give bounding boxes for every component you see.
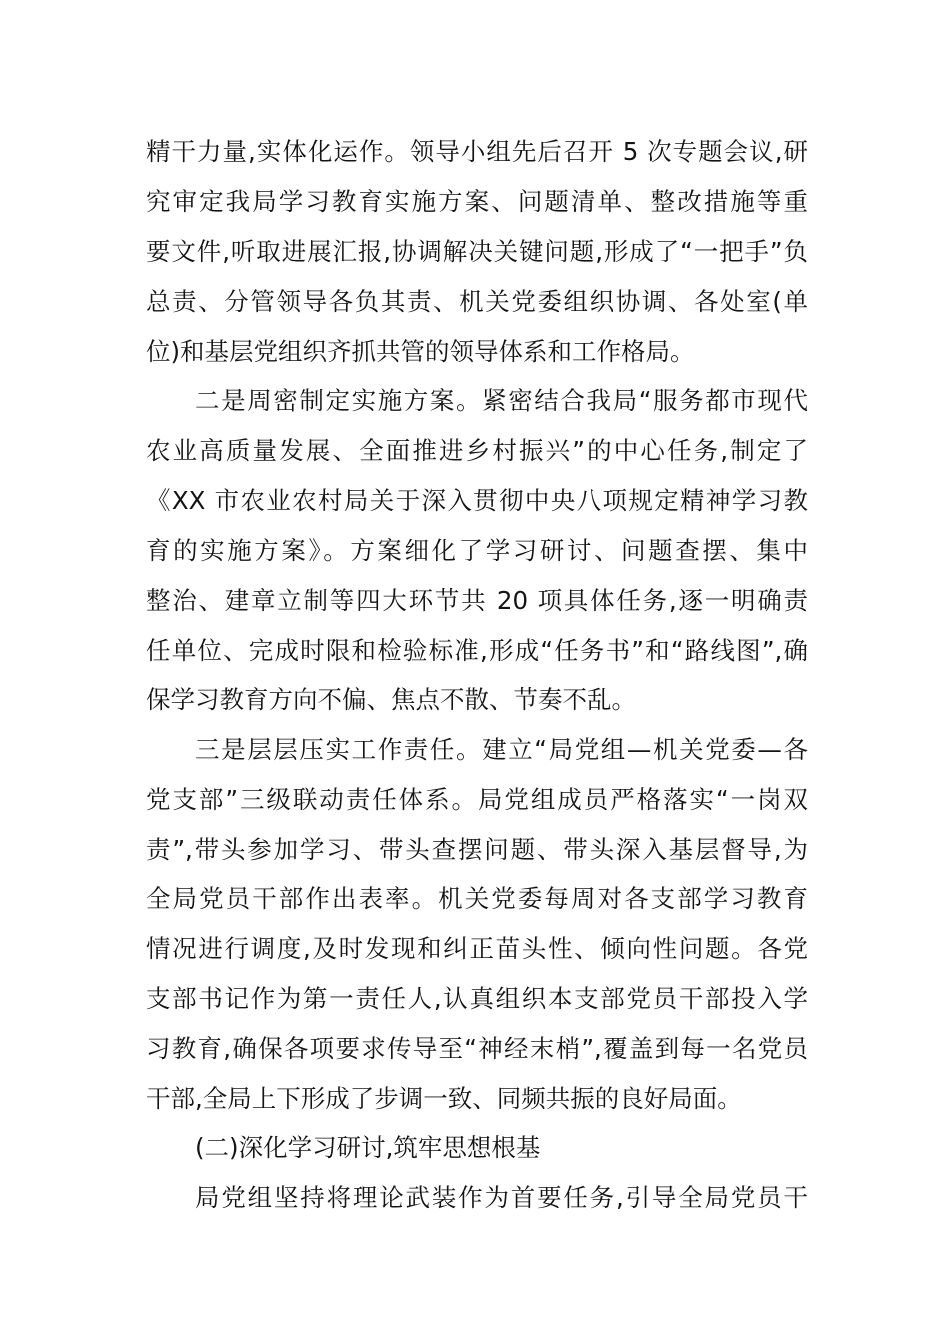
text-line: 责”,带头参加学习、带头查摆问题、带头深入基层督导,为 [146, 835, 808, 864]
paragraph-first-line: 二是周密制定实施方案。紧密结合我局“服务都市现代 [195, 386, 808, 415]
text-line: 《XX 市农业农村局关于深入贯彻中央八项规定精神学习教 [146, 486, 808, 515]
text-line: 位)和基层党组织齐抓共管的领导体系和工作格局。 [146, 337, 695, 366]
text-line: 支部书记作为第一责任人,认真组织本支部党员干部投入学 [146, 984, 808, 1013]
text-line: 保学习教育方向不偏、焦点不散、节奏不乱。 [146, 685, 636, 714]
text-line: 精干力量,实体化运作。领导小组先后召开 5 次专题会议,研 [146, 137, 808, 166]
text-line: 党支部”三级联动责任体系。局党组成员严格落实“一岗双 [146, 785, 808, 814]
text-line: 究审定我局学习教育实施方案、问题清单、整改措施等重 [146, 187, 808, 216]
text-line: 任单位、完成时限和检验标准,形成“任务书”和“路线图”,确 [146, 636, 808, 665]
text-line: 情况进行调度,及时发现和纠正苗头性、倾向性问题。各党 [146, 934, 808, 963]
text-line: 习教育,确保各项要求传导至“神经末梢”,覆盖到每一名党员 [146, 1034, 808, 1063]
text-line: 全局党员干部作出表率。机关党委每周对各支部学习教育 [146, 884, 808, 913]
text-line: 农业高质量发展、全面推进乡村振兴”的中心任务,制定了 [146, 436, 808, 465]
text-line: 育的实施方案》。方案细化了学习研讨、问题查摆、集中 [146, 536, 808, 565]
text-line: 整治、建章立制等四大环节共 20 项具体任务,逐一明确责 [146, 586, 808, 615]
section-heading: (二)深化学习研讨,筑牢思想根基 [195, 1133, 541, 1162]
paragraph-first-line: 三是层层压实工作责任。建立“局党组—机关党委—各 [195, 735, 808, 764]
text-line: 总责、分管领导各负其责、机关党委组织协调、各处室(单 [146, 287, 808, 316]
text-line: 干部,全局上下形成了步调一致、同频共振的良好局面。 [146, 1084, 742, 1113]
text-line: 要文件,听取进展汇报,协调解决关键问题,形成了“一把手”负 [146, 237, 808, 266]
paragraph-first-line: 局党组坚持将理论武装作为首要任务,引导全局党员干 [195, 1183, 808, 1212]
